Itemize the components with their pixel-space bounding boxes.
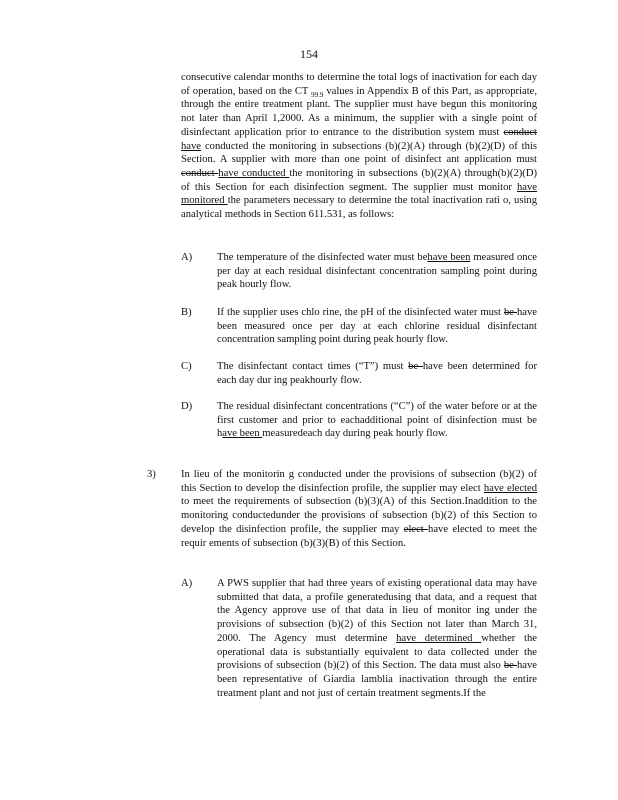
- item-text-b2-b: [217, 306, 537, 347]
- body-text: to meet the requirements of subsection (b)(3)(A) of this Section.Inaddition to the monitoring conductedunder the provisions of subsection (b)(2) of this Section to develop the disinfection profile, the supplier may: [181, 496, 537, 535]
- item-text-b2-d: [217, 400, 537, 441]
- deleted-text: be: [408, 361, 423, 372]
- deleted-text: be: [504, 307, 517, 318]
- body-text: conducted the monitoring in subsections (b)(2)(A) through (b)(2)(D) of this Section. A supplier with more than one point of disinfect ant application must: [181, 140, 537, 166]
- body-text: If the supplier uses chlo rine, the pH of the disinfected water must: [217, 307, 504, 318]
- intro-paragraph: [181, 71, 537, 222]
- item-text-b2-c: [217, 360, 537, 387]
- body-text: The temperature of the disinfected water must be: [217, 252, 428, 263]
- inserted-text: have conducted: [218, 167, 290, 179]
- inserted-text: have monitored: [181, 181, 537, 207]
- body-text: measured once per day at each residual disinfectant concentration sampling point during peak hourly flow.: [217, 252, 537, 291]
- body-text: values in Appendix B of this Part, as appropriate, through the entire treatment plant. The supplier must have begun this monitoring not later than April 1,2000. As a minimum, the supplier with a single point of disinfectant application prior to entrance to the distribution system must: [181, 85, 537, 138]
- body-text: In lieu of the monitorin g conducted under the provisions of subsection (b)(2) of this Section to develop the disinfection profile, the supplier may elect: [181, 469, 537, 494]
- body-text: the parameters necessary to determine the total inactivation rati o, using analytical methods in Section 611.531, as follows:: [181, 195, 537, 221]
- item-label-3: 3): [147, 469, 156, 480]
- inserted-text: have elected: [483, 482, 537, 494]
- body-text: The disinfectant contact times (“T”) must: [217, 361, 409, 372]
- page-number: 154: [300, 47, 318, 61]
- deleted-text: conduct: [503, 126, 537, 138]
- inserted-text: have: [181, 140, 201, 152]
- inserted-text: have been: [427, 252, 471, 263]
- subscript-text: 99.9: [311, 90, 324, 99]
- item-label-b2-d: D): [181, 401, 193, 412]
- body-text: have been measured once per day at each chlorine residual disinfectant concentration sampling point during peak hourly flow.: [217, 307, 537, 346]
- body-text: consecutive calendar months to determine the total logs of inactivation for each day of operation, based on the CT: [181, 72, 537, 97]
- deleted-text: conduct: [181, 167, 219, 179]
- item-label-3a: A): [181, 578, 193, 589]
- body-text: the monitoring in subsections (b)(2)(A) through(b)(2)(D) of this Section for each disinfection segment. The supplier must monitor: [181, 167, 537, 193]
- deleted-text: be: [503, 660, 517, 672]
- item-label-b2-a: A): [181, 252, 193, 263]
- deleted-text: elect: [403, 523, 429, 535]
- body-text: The residual disinfectant concentrations (“C”) of the water before or at the first customer and prior to eachadditional point of disinfection must be h: [217, 401, 537, 440]
- item-text-3a: [217, 577, 537, 700]
- inserted-text: have determined: [396, 632, 482, 644]
- body-text: whether the operational data is substantially equivalent to data collected under the provisions of subsection (b)(2) of this Section. The data must also: [217, 632, 537, 672]
- item-text-3: [181, 468, 537, 550]
- body-text: have been representative of Giardia lamblia inactivation through the entire treatment plant and not just of certain treatment segments.If the: [217, 660, 537, 699]
- item-label-b2-b: B): [181, 307, 192, 318]
- body-text: have been determined for each day dur ing peakhourly flow.: [217, 361, 537, 386]
- item-text-b2-a: [217, 251, 537, 292]
- body-text: have elected to meet the requir ements of subsection (b)(3)(B) of this Section.: [181, 523, 537, 549]
- body-text: measuredeach day during peak hourly flow.: [262, 428, 448, 440]
- inserted-text: ave been: [222, 428, 263, 440]
- item-label-b2-c: C): [181, 361, 192, 372]
- body-text: A PWS supplier that had three years of existing operational data may have submitted that data, a profile generatedusing that data, and a request that the Agency approve use of that data in lieu of monitor ing under the provisions of subsection (b)(2) of this Section not later than March 31, 2000. The Agency must determine: [217, 578, 537, 644]
